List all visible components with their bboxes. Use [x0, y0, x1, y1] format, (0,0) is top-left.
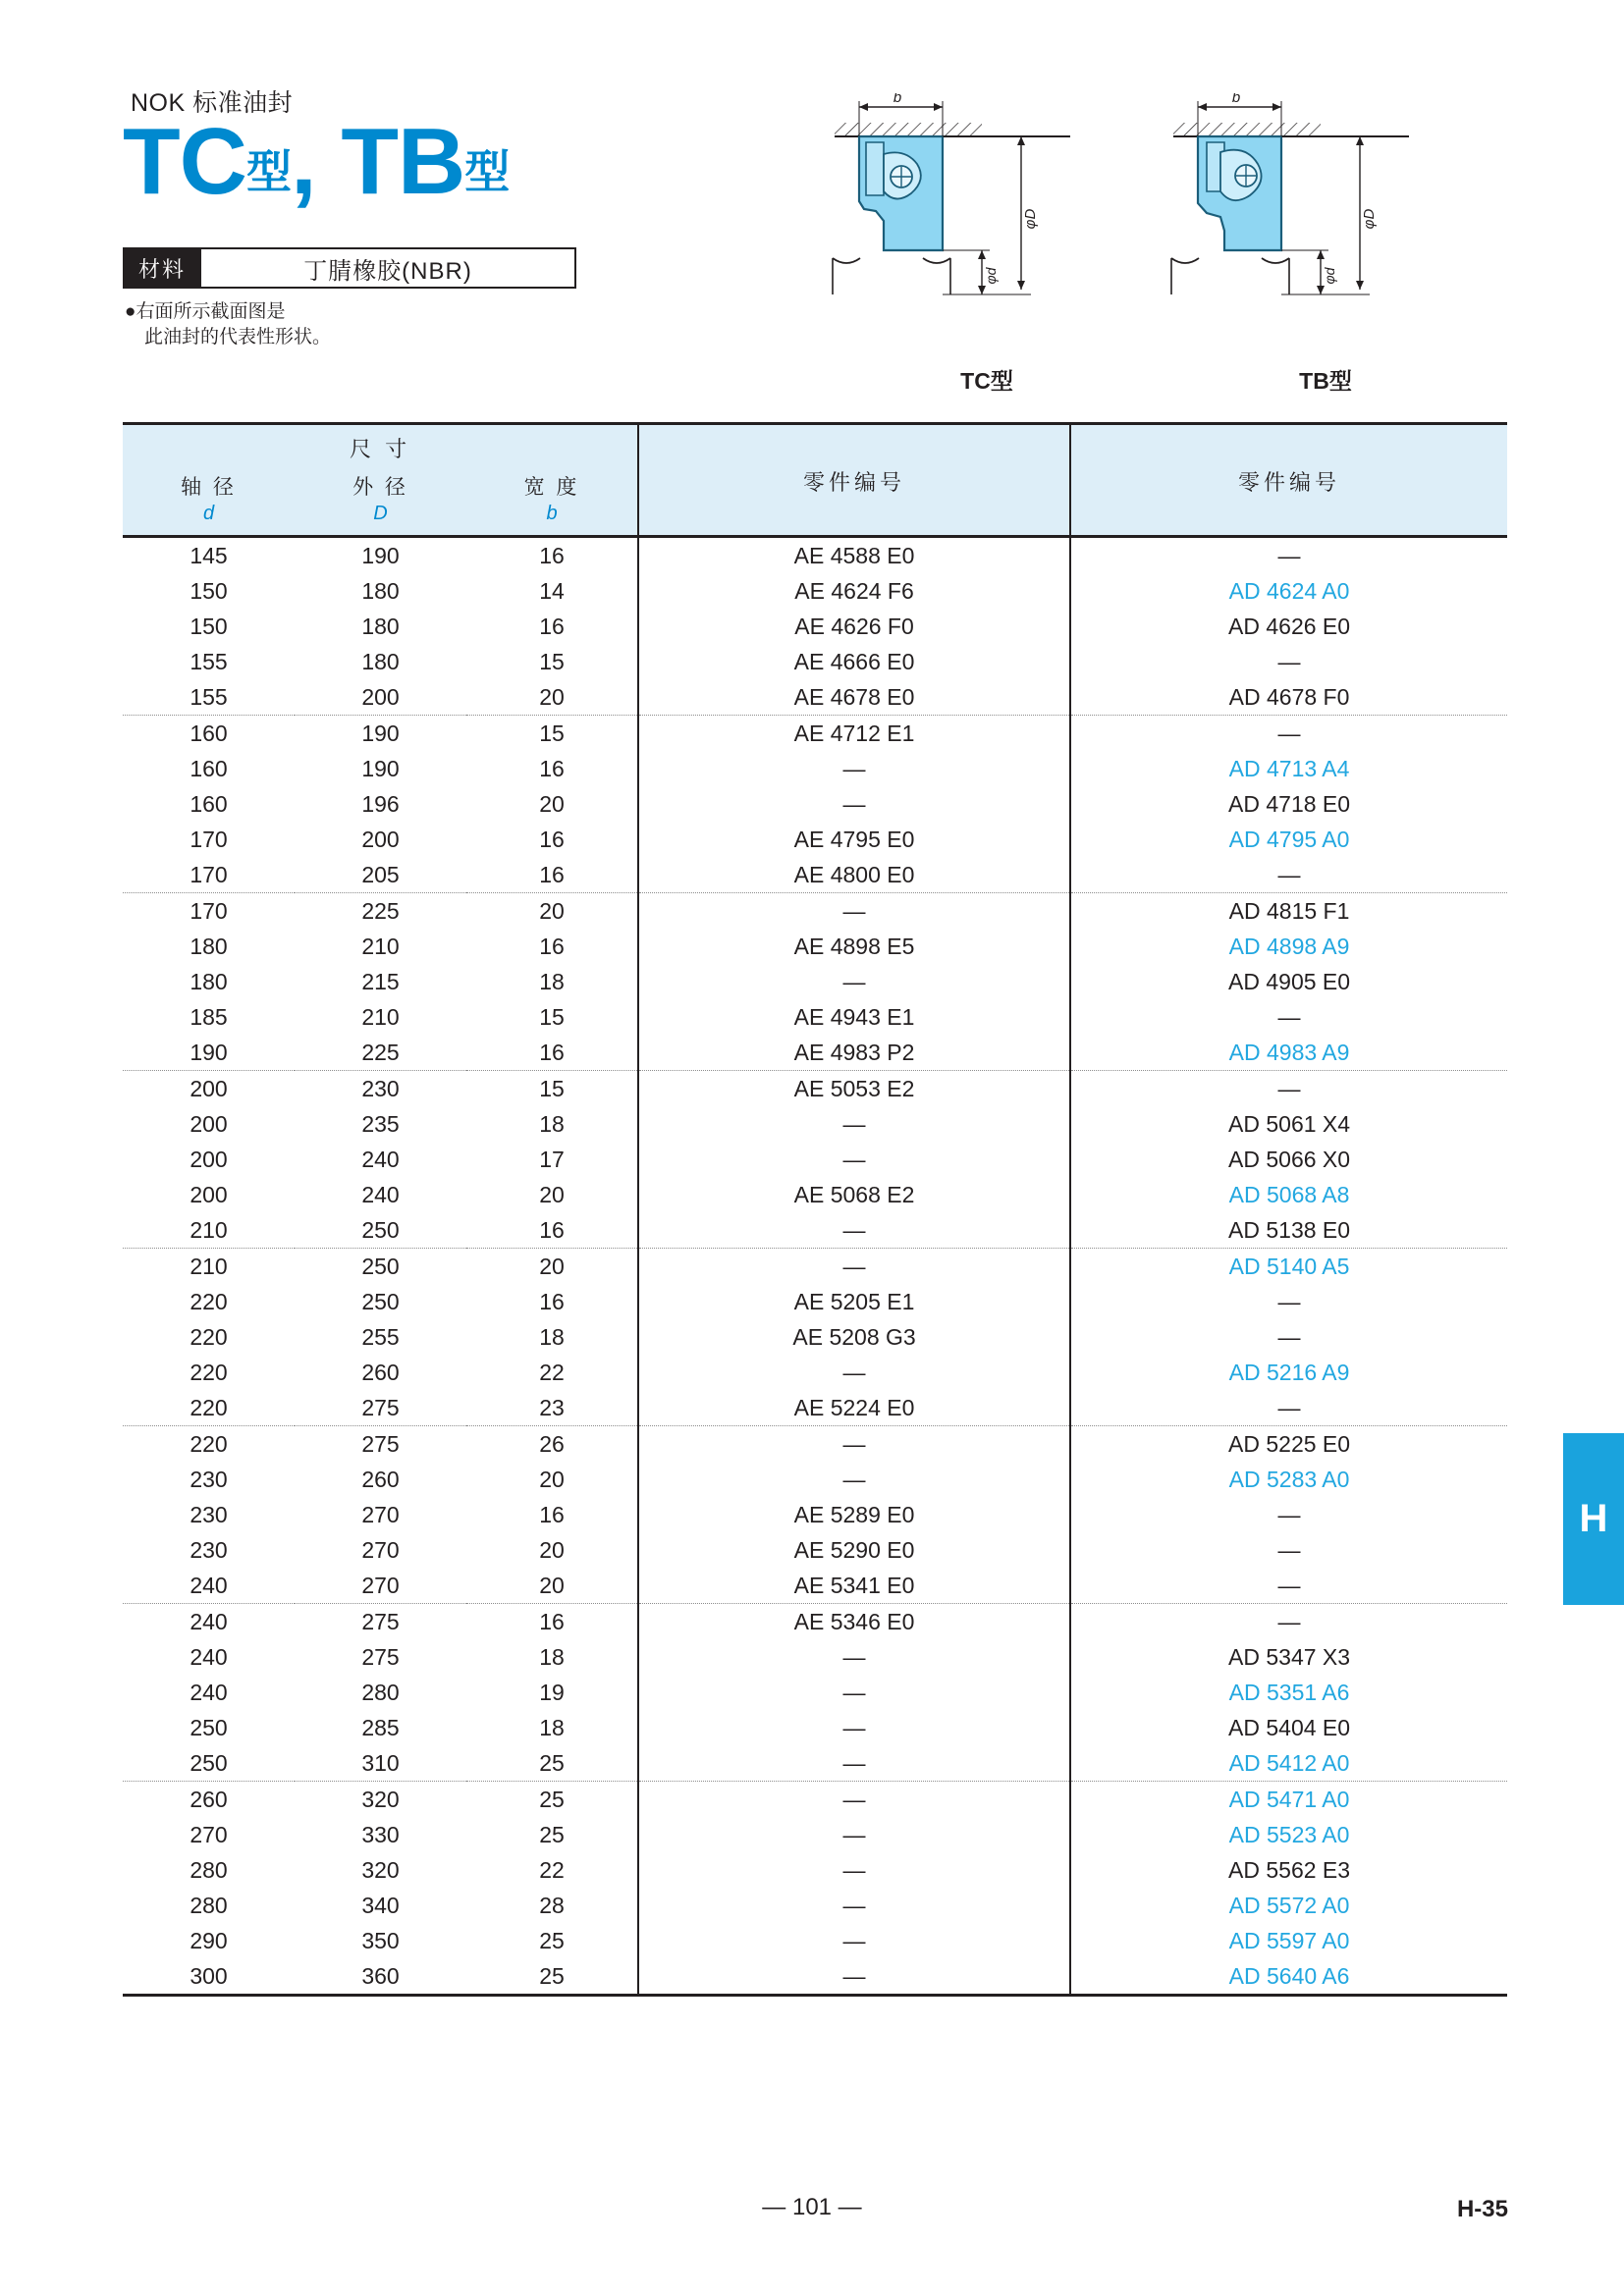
cell-shaft-diameter: 210: [189, 1253, 228, 1279]
cell-part-number-tc: —: [638, 964, 1070, 999]
cell-shaft-diameter: 280: [189, 1856, 228, 1883]
cell-width: 22: [539, 1856, 565, 1883]
cell-width: 25: [539, 1927, 565, 1953]
table-row: [123, 1782, 1507, 1818]
cell-shaft-diameter: 230: [189, 1466, 228, 1492]
cell-part-number-tb: AD 5351 A6: [1228, 1679, 1350, 1705]
table-row: [123, 1568, 1507, 1604]
cell-width: 16: [539, 1501, 565, 1527]
cell-part-number-tc: AE 4588 E0: [638, 537, 1070, 574]
cell-outer-diameter: 190: [361, 542, 400, 568]
cell-part-number-tb: AD 5412 A0: [1070, 1745, 1507, 1782]
section-tab-h: H: [1563, 1433, 1624, 1605]
cell-width: 15: [539, 720, 565, 746]
cell-part-number-tc: AE 4626 F0: [638, 609, 1070, 644]
material-row: [123, 247, 576, 289]
cell-outer-diameter: 275: [361, 1430, 400, 1457]
cell-shaft-diameter: 200: [189, 1075, 228, 1101]
cell-part-number-tb: AD 4898 A9: [1228, 933, 1350, 959]
cell-width: 25: [466, 1958, 638, 1996]
svg-text:φD: φD: [1022, 208, 1039, 230]
cell-width: 20: [466, 679, 638, 716]
cell-shaft-diameter: 270: [189, 1821, 228, 1847]
table-row: [123, 1817, 1507, 1852]
cell-outer-diameter: 320: [361, 1786, 400, 1812]
table-row: [123, 1497, 1507, 1532]
table-row: [123, 1923, 1507, 1958]
cell-part-number-tc: AE 4983 P2: [638, 1035, 1070, 1071]
cell-outer-diameter: 240: [361, 1181, 400, 1207]
cell-shaft-diameter: 220: [189, 1288, 228, 1314]
cell-part-number-tc: AE 4712 E1: [638, 716, 1070, 752]
cell-part-number-tb: —: [1070, 857, 1507, 893]
table-row: [123, 1958, 1507, 1996]
cell-part-number-tb: —: [1070, 1390, 1507, 1426]
table-row: [123, 716, 1507, 752]
table-row: [123, 1604, 1507, 1640]
cell-shaft-diameter: 150: [189, 577, 228, 604]
cell-width: 20: [539, 1536, 565, 1563]
cell-outer-diameter: 270: [361, 1501, 400, 1527]
cell-part-number-tb: AD 5225 E0: [1228, 1430, 1351, 1457]
cell-width: 15: [539, 648, 565, 674]
cell-width: 25: [539, 1821, 565, 1847]
cell-part-number-tb: AD 5347 X3: [1228, 1643, 1351, 1670]
cell-width: 16: [539, 1608, 565, 1634]
table-row: [123, 1745, 1507, 1782]
cell-width: 16: [539, 933, 565, 959]
cell-part-number-tb: AD 4678 F0: [1070, 679, 1507, 716]
table-row: [123, 1284, 1507, 1319]
cell-shaft-diameter: 185: [189, 1003, 228, 1030]
cell-outer-diameter: 210: [361, 1003, 400, 1030]
cell-width: 16: [539, 542, 565, 568]
cell-part-number-tc: —: [638, 1852, 1070, 1888]
page-title: [123, 108, 509, 216]
cell-width: 16: [466, 857, 638, 893]
cell-part-number-tc: —: [638, 1888, 1070, 1923]
cell-outer-diameter: 270: [295, 1568, 466, 1604]
table-row: [123, 1888, 1507, 1923]
header-note: [125, 299, 331, 350]
table-row: [123, 1319, 1507, 1355]
cell-width: 20: [539, 790, 565, 817]
cell-shaft-diameter: 160: [189, 755, 228, 781]
cell-part-number-tc: AE 5346 E0: [638, 1604, 1070, 1640]
cell-part-number-tb: AD 4713 A4: [1228, 755, 1350, 781]
cell-part-number-tc: —: [638, 1142, 1070, 1177]
cell-part-number-tc: —: [638, 1958, 1070, 1996]
cell-width: 26: [539, 1430, 565, 1457]
header-width-label: 宽 度: [523, 476, 580, 499]
svg-text:b: b: [1231, 93, 1241, 106]
cell-width: 16: [539, 826, 565, 852]
cell-shaft-diameter: 160: [189, 720, 228, 746]
table-row: [123, 1142, 1507, 1177]
cell-part-number-tb: AD 5404 E0: [1228, 1714, 1351, 1740]
cell-part-number-tb: —: [1277, 1323, 1301, 1350]
cell-shaft-diameter: 200: [189, 1181, 228, 1207]
cell-width: 15: [539, 1003, 565, 1030]
cell-part-number-tc: —: [638, 893, 1070, 930]
cell-outer-diameter: 285: [361, 1714, 400, 1740]
table-row: [123, 1249, 1507, 1285]
cell-shaft-diameter: 150: [189, 613, 228, 639]
cell-part-number-tc: AE 4795 E0: [638, 822, 1070, 857]
cell-outer-diameter: 225: [295, 1035, 466, 1071]
cell-part-number-tc: AE 4898 E5: [638, 929, 1070, 964]
cell-part-number-tb: AD 5523 A0: [1228, 1821, 1350, 1847]
cell-part-number-tb: AD 4718 E0: [1228, 790, 1351, 817]
cell-part-number-tb: AD 5572 A0: [1228, 1892, 1350, 1918]
cell-part-number-tc: —: [638, 1426, 1070, 1463]
cell-shaft-diameter: 180: [189, 968, 228, 994]
cell-shaft-diameter: 210: [123, 1212, 295, 1249]
header-part-number-tb: 零件编号: [1070, 424, 1507, 537]
cell-shaft-diameter: 220: [189, 1430, 228, 1457]
note-line-1: ●右面所示截面图是: [125, 301, 286, 322]
cell-width: 22: [539, 1359, 565, 1385]
cell-part-number-tc: AE 5341 E0: [638, 1568, 1070, 1604]
cell-part-number-tb: AD 5562 E3: [1228, 1856, 1351, 1883]
cell-part-number-tc: AE 4624 F6: [638, 573, 1070, 609]
cell-shaft-diameter: 170: [189, 826, 228, 852]
table-row: [123, 1106, 1507, 1142]
cell-width: 18: [539, 1714, 565, 1740]
brand-line: NOK 标准油封: [131, 89, 294, 117]
cell-width: 16: [539, 755, 565, 781]
cell-part-number-tc: —: [638, 1639, 1070, 1675]
cell-part-number-tb: —: [1277, 1536, 1301, 1563]
cell-part-number-tb: —: [1070, 1568, 1507, 1604]
cell-shaft-diameter: 190: [123, 1035, 295, 1071]
cell-width: 16: [539, 613, 565, 639]
cell-shaft-diameter: 220: [189, 1359, 228, 1385]
cell-outer-diameter: 235: [361, 1110, 400, 1137]
cell-width: 20: [539, 1253, 565, 1279]
cell-width: 20: [466, 1568, 638, 1604]
table-row: [123, 751, 1507, 786]
cell-outer-diameter: 240: [361, 1146, 400, 1172]
cell-shaft-diameter: 240: [189, 1679, 228, 1705]
title-comma: ,: [290, 109, 316, 214]
cell-part-number-tb: AD 4626 E0: [1228, 613, 1351, 639]
cell-part-number-tb: AD 4815 F1: [1228, 897, 1350, 924]
cell-part-number-tc: —: [638, 786, 1070, 822]
table-row: [123, 1639, 1507, 1675]
table-row: [123, 1675, 1507, 1710]
cell-outer-diameter: 320: [361, 1856, 400, 1883]
table-row: [123, 893, 1507, 930]
header-outer-diameter-label: 外 径: [352, 476, 408, 499]
cell-part-number-tc: AE 5208 G3: [638, 1319, 1070, 1355]
cell-outer-diameter: 250: [361, 1253, 400, 1279]
table-row: [123, 1390, 1507, 1426]
cell-width: 15: [539, 1075, 565, 1101]
svg-text:φd: φd: [983, 267, 999, 285]
cell-part-number-tb: —: [1277, 1608, 1301, 1634]
cell-outer-diameter: 180: [361, 648, 400, 674]
header-dimensions: 尺 寸: [123, 424, 638, 470]
cell-part-number-tc: —: [638, 1782, 1070, 1818]
cell-shaft-diameter: 155: [189, 648, 228, 674]
cell-shaft-diameter: 240: [189, 1608, 228, 1634]
diagram-label-tb: TB型: [1299, 368, 1352, 394]
doc-code: H-35: [1456, 2196, 1508, 2222]
title-tc-suffix: 型: [245, 146, 291, 197]
cell-part-number-tc: AE 5053 E2: [638, 1071, 1070, 1107]
cell-part-number-tb: AD 5597 A0: [1228, 1927, 1350, 1953]
cell-width: 28: [539, 1892, 565, 1918]
cell-shaft-diameter: 300: [123, 1958, 295, 1996]
header-shaft-diameter-label: 轴 径: [181, 476, 237, 499]
table-row: [123, 929, 1507, 964]
cell-shaft-diameter: 230: [189, 1536, 228, 1563]
cell-part-number-tb: AD 5471 A0: [1228, 1786, 1350, 1812]
cell-width: 16: [466, 1035, 638, 1071]
cell-part-number-tc: —: [638, 1923, 1070, 1958]
table-row: [123, 1212, 1507, 1249]
cell-width: 25: [466, 1745, 638, 1782]
cell-outer-diameter: 275: [361, 1608, 400, 1634]
cell-part-number-tb: —: [1277, 542, 1301, 568]
cell-width: 20: [539, 897, 565, 924]
title-tb: TB: [341, 109, 465, 214]
material-value: 丁腈橡胶(NBR): [201, 247, 576, 289]
header-outer-diameter: [295, 469, 466, 537]
cell-part-number-tc: —: [638, 1817, 1070, 1852]
cell-shaft-diameter: 240: [123, 1568, 295, 1604]
table-row: [123, 537, 1507, 574]
cell-shaft-diameter: 170: [189, 897, 228, 924]
cell-outer-diameter: 200: [361, 826, 400, 852]
cell-outer-diameter: 280: [361, 1679, 400, 1705]
table-row: [123, 822, 1507, 857]
cell-outer-diameter: 180: [361, 613, 400, 639]
table-header-top: [123, 424, 1507, 470]
table-row: [123, 786, 1507, 822]
cell-shaft-diameter: 250: [189, 1714, 228, 1740]
table-row: [123, 1852, 1507, 1888]
cell-part-number-tc: AE 4800 E0: [638, 857, 1070, 893]
cell-part-number-tb: AD 5283 A0: [1228, 1466, 1350, 1492]
cell-width: 14: [539, 577, 565, 604]
cell-width: 20: [539, 1466, 565, 1492]
cell-shaft-diameter: 200: [189, 1110, 228, 1137]
diagram-label-tc: TC型: [960, 368, 1013, 394]
cell-outer-diameter: 196: [361, 790, 400, 817]
cell-shaft-diameter: 260: [189, 1786, 228, 1812]
cell-width: 18: [539, 1110, 565, 1137]
cell-outer-diameter: 225: [361, 897, 400, 924]
cell-part-number-tb: AD 4905 E0: [1228, 968, 1351, 994]
cell-shaft-diameter: 230: [189, 1501, 228, 1527]
table-row: [123, 679, 1507, 716]
cell-part-number-tb: AD 4624 A0: [1228, 577, 1350, 604]
cell-part-number-tb: AD 5138 E0: [1070, 1212, 1507, 1249]
table-row: [123, 573, 1507, 609]
cell-outer-diameter: 230: [361, 1075, 400, 1101]
cell-width: 25: [539, 1786, 565, 1812]
cell-shaft-diameter: 220: [123, 1390, 295, 1426]
cell-shaft-diameter: 155: [123, 679, 295, 716]
cell-part-number-tc: AE 5068 E2: [638, 1177, 1070, 1212]
table-row: [123, 1462, 1507, 1497]
svg-text:b: b: [893, 93, 902, 106]
page-header: [0, 0, 1624, 393]
cell-outer-diameter: 205: [295, 857, 466, 893]
cell-outer-diameter: 215: [361, 968, 400, 994]
cell-part-number-tc: —: [638, 1106, 1070, 1142]
cell-part-number-tc: —: [638, 1355, 1070, 1390]
cell-part-number-tb: —: [1277, 720, 1301, 746]
svg-text:φd: φd: [1322, 267, 1337, 285]
cell-part-number-tc: AE 4666 E0: [638, 644, 1070, 679]
specs-table: [123, 422, 1507, 1997]
svg-text:φD: φD: [1361, 208, 1378, 230]
cell-outer-diameter: 310: [295, 1745, 466, 1782]
cell-shaft-diameter: 160: [189, 790, 228, 817]
cell-part-number-tc: —: [638, 1212, 1070, 1249]
cell-outer-diameter: 250: [361, 1288, 400, 1314]
cell-outer-diameter: 340: [361, 1892, 400, 1918]
header-width: [466, 469, 638, 537]
cell-shaft-diameter: 240: [189, 1643, 228, 1670]
cell-part-number-tc: —: [638, 1710, 1070, 1745]
cell-part-number-tc: AE 4678 E0: [638, 679, 1070, 716]
table-row: [123, 1355, 1507, 1390]
cell-outer-diameter: 190: [361, 720, 400, 746]
cell-part-number-tc: —: [638, 751, 1070, 786]
cell-shaft-diameter: 280: [189, 1892, 228, 1918]
cell-part-number-tb: —: [1277, 1501, 1301, 1527]
cell-outer-diameter: 350: [361, 1927, 400, 1953]
table-row: [123, 1177, 1507, 1212]
table-row: [123, 1426, 1507, 1463]
cell-part-number-tb: AD 5068 A8: [1228, 1181, 1350, 1207]
cell-part-number-tb: AD 5140 A5: [1228, 1253, 1350, 1279]
header-outer-diameter-symbol: D: [373, 503, 388, 524]
cell-outer-diameter: 210: [361, 933, 400, 959]
cell-part-number-tc: —: [638, 1462, 1070, 1497]
cell-part-number-tc: AE 5205 E1: [638, 1284, 1070, 1319]
table-row: [123, 999, 1507, 1035]
cell-width: 16: [466, 1212, 638, 1249]
cell-part-number-tc: —: [638, 1249, 1070, 1285]
table-row: [123, 1035, 1507, 1071]
cell-part-number-tb: AD 4983 A9: [1070, 1035, 1507, 1071]
page-number: — 101 —: [762, 2194, 862, 2220]
cell-shaft-diameter: 250: [123, 1745, 295, 1782]
header-shaft-diameter-symbol: d: [202, 503, 215, 524]
table-row: [123, 644, 1507, 679]
cell-outer-diameter: 200: [295, 679, 466, 716]
cell-outer-diameter: 330: [361, 1821, 400, 1847]
cell-part-number-tb: AD 5216 A9: [1228, 1359, 1350, 1385]
cell-part-number-tc: AE 4943 E1: [638, 999, 1070, 1035]
cell-width: 20: [539, 1181, 565, 1207]
cell-outer-diameter: 190: [361, 755, 400, 781]
cell-part-number-tc: —: [638, 1675, 1070, 1710]
note-line-2: 此油封的代表性形状。: [144, 327, 332, 347]
cell-part-number-tb: —: [1277, 1075, 1301, 1101]
cell-width: 18: [539, 968, 565, 994]
cell-part-number-tc: AE 5224 E0: [638, 1390, 1070, 1426]
table-row: [123, 964, 1507, 999]
cell-part-number-tc: AE 5290 E0: [638, 1532, 1070, 1568]
cell-outer-diameter: 275: [295, 1390, 466, 1426]
cell-part-number-tb: —: [1277, 1288, 1301, 1314]
cell-width: 18: [539, 1323, 565, 1350]
cell-outer-diameter: 360: [295, 1958, 466, 1996]
title-tc: TC: [123, 109, 246, 214]
cell-outer-diameter: 250: [295, 1212, 466, 1249]
header-width-symbol: b: [546, 503, 558, 524]
table-row: [123, 1710, 1507, 1745]
cell-shaft-diameter: 170: [123, 857, 295, 893]
cell-outer-diameter: 180: [361, 577, 400, 604]
cell-part-number-tc: —: [638, 1745, 1070, 1782]
table-row: [123, 609, 1507, 644]
cell-shaft-diameter: 220: [189, 1323, 228, 1350]
cell-outer-diameter: 260: [361, 1466, 400, 1492]
table-row: [123, 1071, 1507, 1107]
cell-shaft-diameter: 200: [189, 1146, 228, 1172]
cell-outer-diameter: 255: [361, 1323, 400, 1350]
cell-shaft-diameter: 145: [189, 542, 228, 568]
cell-part-number-tc: AE 5289 E0: [638, 1497, 1070, 1532]
cell-part-number-tb: AD 5061 X4: [1228, 1110, 1351, 1137]
cell-width: 23: [466, 1390, 638, 1426]
cell-shaft-diameter: 290: [189, 1927, 228, 1953]
cell-part-number-tb: —: [1277, 648, 1301, 674]
cell-part-number-tb: AD 5640 A6: [1070, 1958, 1507, 1996]
material-tag: 材料: [123, 247, 201, 289]
cell-width: 17: [539, 1146, 565, 1172]
cell-width: 19: [539, 1679, 565, 1705]
cell-shaft-diameter: 180: [189, 933, 228, 959]
specs-table-body: [123, 537, 1507, 1996]
cell-part-number-tb: AD 5066 X0: [1228, 1146, 1351, 1172]
cell-outer-diameter: 260: [361, 1359, 400, 1385]
header-part-number-tc: 零件编号: [638, 424, 1070, 537]
header-shaft-diameter: [123, 469, 295, 537]
cell-outer-diameter: 275: [361, 1643, 400, 1670]
table-row: [123, 1532, 1507, 1568]
specs-table-container: [123, 422, 1507, 1997]
cell-outer-diameter: 270: [361, 1536, 400, 1563]
cell-width: 18: [539, 1643, 565, 1670]
table-row: [123, 857, 1507, 893]
cell-part-number-tb: —: [1277, 1003, 1301, 1030]
cell-part-number-tb: AD 4795 A0: [1228, 826, 1350, 852]
title-tb-suffix: 型: [464, 146, 510, 197]
tb-cross-section-diagram: [1164, 93, 1488, 329]
cell-width: 16: [539, 1288, 565, 1314]
tc-cross-section-diagram: [825, 93, 1149, 329]
